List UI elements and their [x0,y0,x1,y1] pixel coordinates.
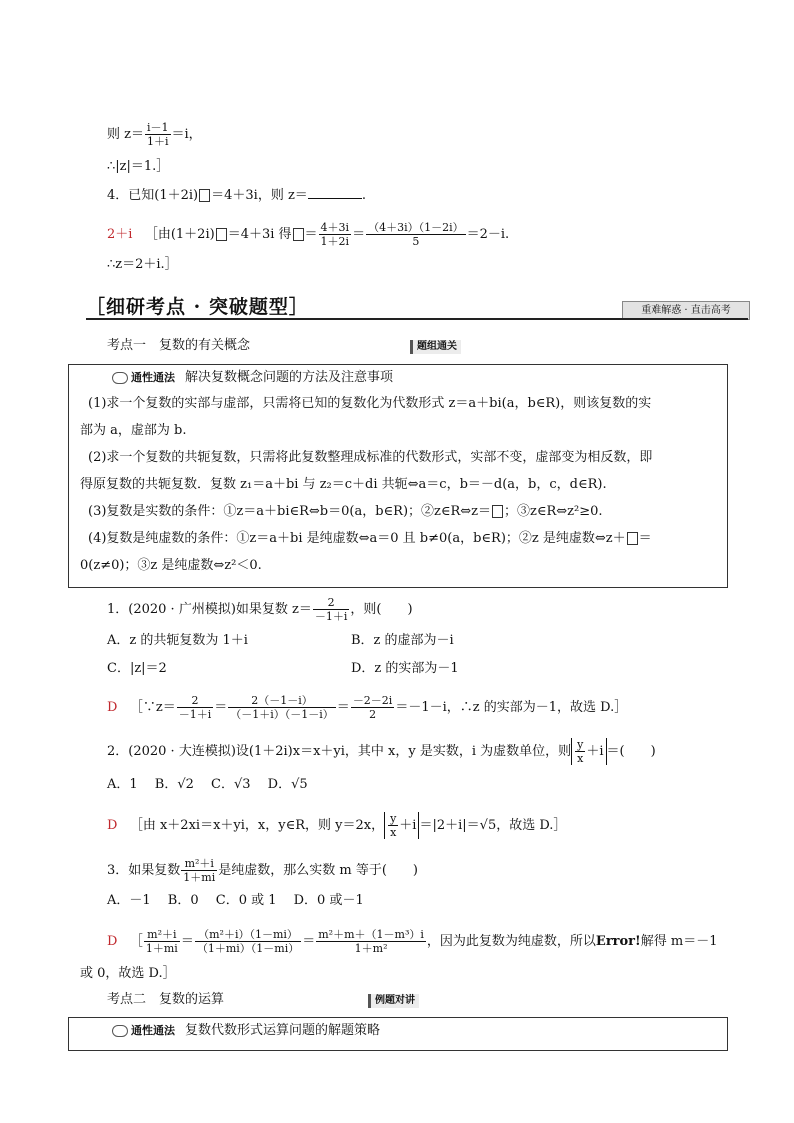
fraction: $\frac{2(-1-i)}{(-1+i)(-1-i)}$ [230,694,334,721]
answer-4-conclusion: ∴z＝2＋i.］ [107,257,178,272]
method-tag: 通性通法 [112,1022,175,1040]
fraction: $\frac{2}{-1+i}$ [178,694,212,721]
fraction: $\frac{y}{x}$ [577,738,584,765]
fraction: $\frac{4+3i}{1+2i}$ [320,221,350,248]
box1-p2b: 得原复数的共轭复数．复数 z₁＝a＋bi 与 z₂＝c＋di 共轭⇔a＝c，b＝－d(a，b，c，d∈R). [80,477,607,492]
fraction: $\frac{i-1}{1+i}$ [146,121,169,148]
box1-p1b: 部为 a，虚部为 b. [80,423,187,438]
answer-letter: D [107,700,118,715]
question-4: 4．已知(1＋2i) ＝4＋3i，则 z＝ . [107,188,366,203]
box1-p2a: (2)求一个复数的共轭复数，只需将此复数整理成标准的代数形式，实部不变，虚部变为相反数，即 [88,450,653,465]
answer-letter: D [107,818,118,833]
kaodian-1-label: 考点一 复数的有关概念 [107,338,251,353]
answer-letter: D [107,934,118,949]
fraction: $\frac{-2-2i}{2}$ [352,694,393,721]
method-tag: 通性通法 [112,369,175,387]
method-icon [112,372,128,384]
kaodian-2-chip: 例题对讲 [368,991,419,1009]
kaodian-1-chip: 题组通关 [410,337,461,355]
method-icon [112,1025,128,1037]
answer-4: 2＋i ［由(1＋2i) ＝4＋3i 得 ＝ $\frac{4+3i}{1+2i}$ ＝ $\frac{(4+3i)(1-2i)}{5}$ ＝2－i. [107,221,510,248]
fraction: $\frac{\text{（m²＋i）（1－mi）}}{(1+mi)(1-mi)}$ [196,928,300,955]
section-badge: 重难解惑 · 直击高考 [622,301,750,320]
answer-blank [308,186,362,199]
question-1: 1．(2020 · 广州模拟)如果复数 z＝ $\frac{2}{-1+i}$ ，则( ) [107,596,413,623]
q1-solution: D ［∵z＝ $\frac{2}{-1+i}$ ＝ $\frac{2(-1-i)}{(-1+i)(-1-i)}$ ＝ $\frac{-2-2i}{2}$ ＝－1－i，∴z 的实部为－1，故选 D.］ [107,694,628,721]
question-2: 2．(2020 · 大连模拟)设(1＋2i)x＝x＋yi，其中 x，y 是实数，i 为虚数单位，则 $\frac{y}{x}$ ＋i ＝( ) [107,738,656,765]
fraction: $\frac{2}{-1+i}$ [314,596,348,623]
section-title: ［细研考点 · 突破题型］ [86,296,309,318]
fraction: $\frac{\text{m²＋i}}{1+mi}$ [145,928,178,955]
q3-solution: D ［ $\frac{\text{m²＋i}}{1+mi}$ ＝ $\frac{\text{（m²＋i）（1－mi）}}{(1+mi)(1-mi)}$ ＝ $\frac{\text{m²＋m＋（1－m³）i}}{\text{1＋m²}}$ ，因为此复数为纯虚数，所以Error!解得 m＝－1 [107,928,718,955]
q3-options: A．－1 B．0 C．0 或 1 D．0 或－1 [107,893,364,908]
conjugate-z-box [199,189,210,202]
box1-p4: (4)复数是纯虚数的条件：①z＝a＋bi 是纯虚数⇔a＝0 且 b≠0(a，b∈R)；②z 是纯虚数⇔z＋ ＝ [88,531,652,546]
conjugate-z-box [216,228,227,241]
question-3: 3．如果复数 $\frac{\text{m²＋i}}{1+mi}$ 是纯虚数，那么实数 m 等于( ) [107,857,418,884]
conjugate-z-box [293,228,304,241]
q1-option-d: D．z 的实部为－1 [351,661,459,676]
solution-line-modulus: ∴|z|＝1.］ [107,159,170,174]
q1-option-b: B．z 的虚部为－i [351,633,454,648]
box1-p1a: (1)求一个复数的实部与虚部，只需将已知的复数化为代数形式 z＝a＋bi(a，b∈R)，则该复数的实 [88,396,652,411]
fraction: $\frac{\text{m²＋i}}{1+mi}$ [183,857,216,884]
absolute-value: $\frac{y}{x}$ ＋i [571,738,606,765]
q1-option-a: A．z 的共轭复数为 1＋i [107,633,248,648]
fraction: $\frac{\text{m²＋m＋（1－m³）i}}{\text{1＋m²}}$ [318,928,424,955]
kaodian-2-label: 考点二 复数的运算 [107,992,225,1007]
q1-option-c: C．|z|＝2 [107,661,167,676]
box1-p3: (3)复数是实数的条件：①z＝a＋bi∈R⇔b＝0(a，b∈R)；②z∈R⇔z＝ ；③z∈R⇔z²≥0. [88,504,603,519]
box1-p4c: 0(z≠0)；③z 是纯虚数⇔z²＜0. [80,558,262,573]
conjugate-z-box [627,532,638,545]
q2-options: A．1 B．√2 C．√3 D．√5 [107,777,308,792]
q2-solution: D ［由 x＋2xi＝x＋yi，x，y∈R，则 y＝2x， $\frac{y}{x}$ ＋i ＝|2＋i|＝√5，故选 D.］ [107,812,567,839]
method-box-2-heading: 通性通法 复数代数形式运算问题的解题策略 [112,1022,380,1040]
answer-letter: 2＋i [107,227,133,242]
section-divider [86,318,748,320]
solution-line-z: 则 z＝ $\frac{i-1}{1+i}$ ＝i， [107,121,202,148]
fraction: $\frac{y}{x}$ [390,812,397,839]
q3-solution-end: 或 0，故选 D.］ [80,966,176,981]
fraction: $\frac{(4+3i)(1-2i)}{5}$ [368,221,464,248]
conjugate-z-box [492,505,503,518]
error-text: Error! [595,934,641,949]
method-box-1-heading: 通性通法 解决复数概念问题的方法及注意事项 [112,369,393,387]
absolute-value: $\frac{y}{x}$ ＋i [384,812,419,839]
